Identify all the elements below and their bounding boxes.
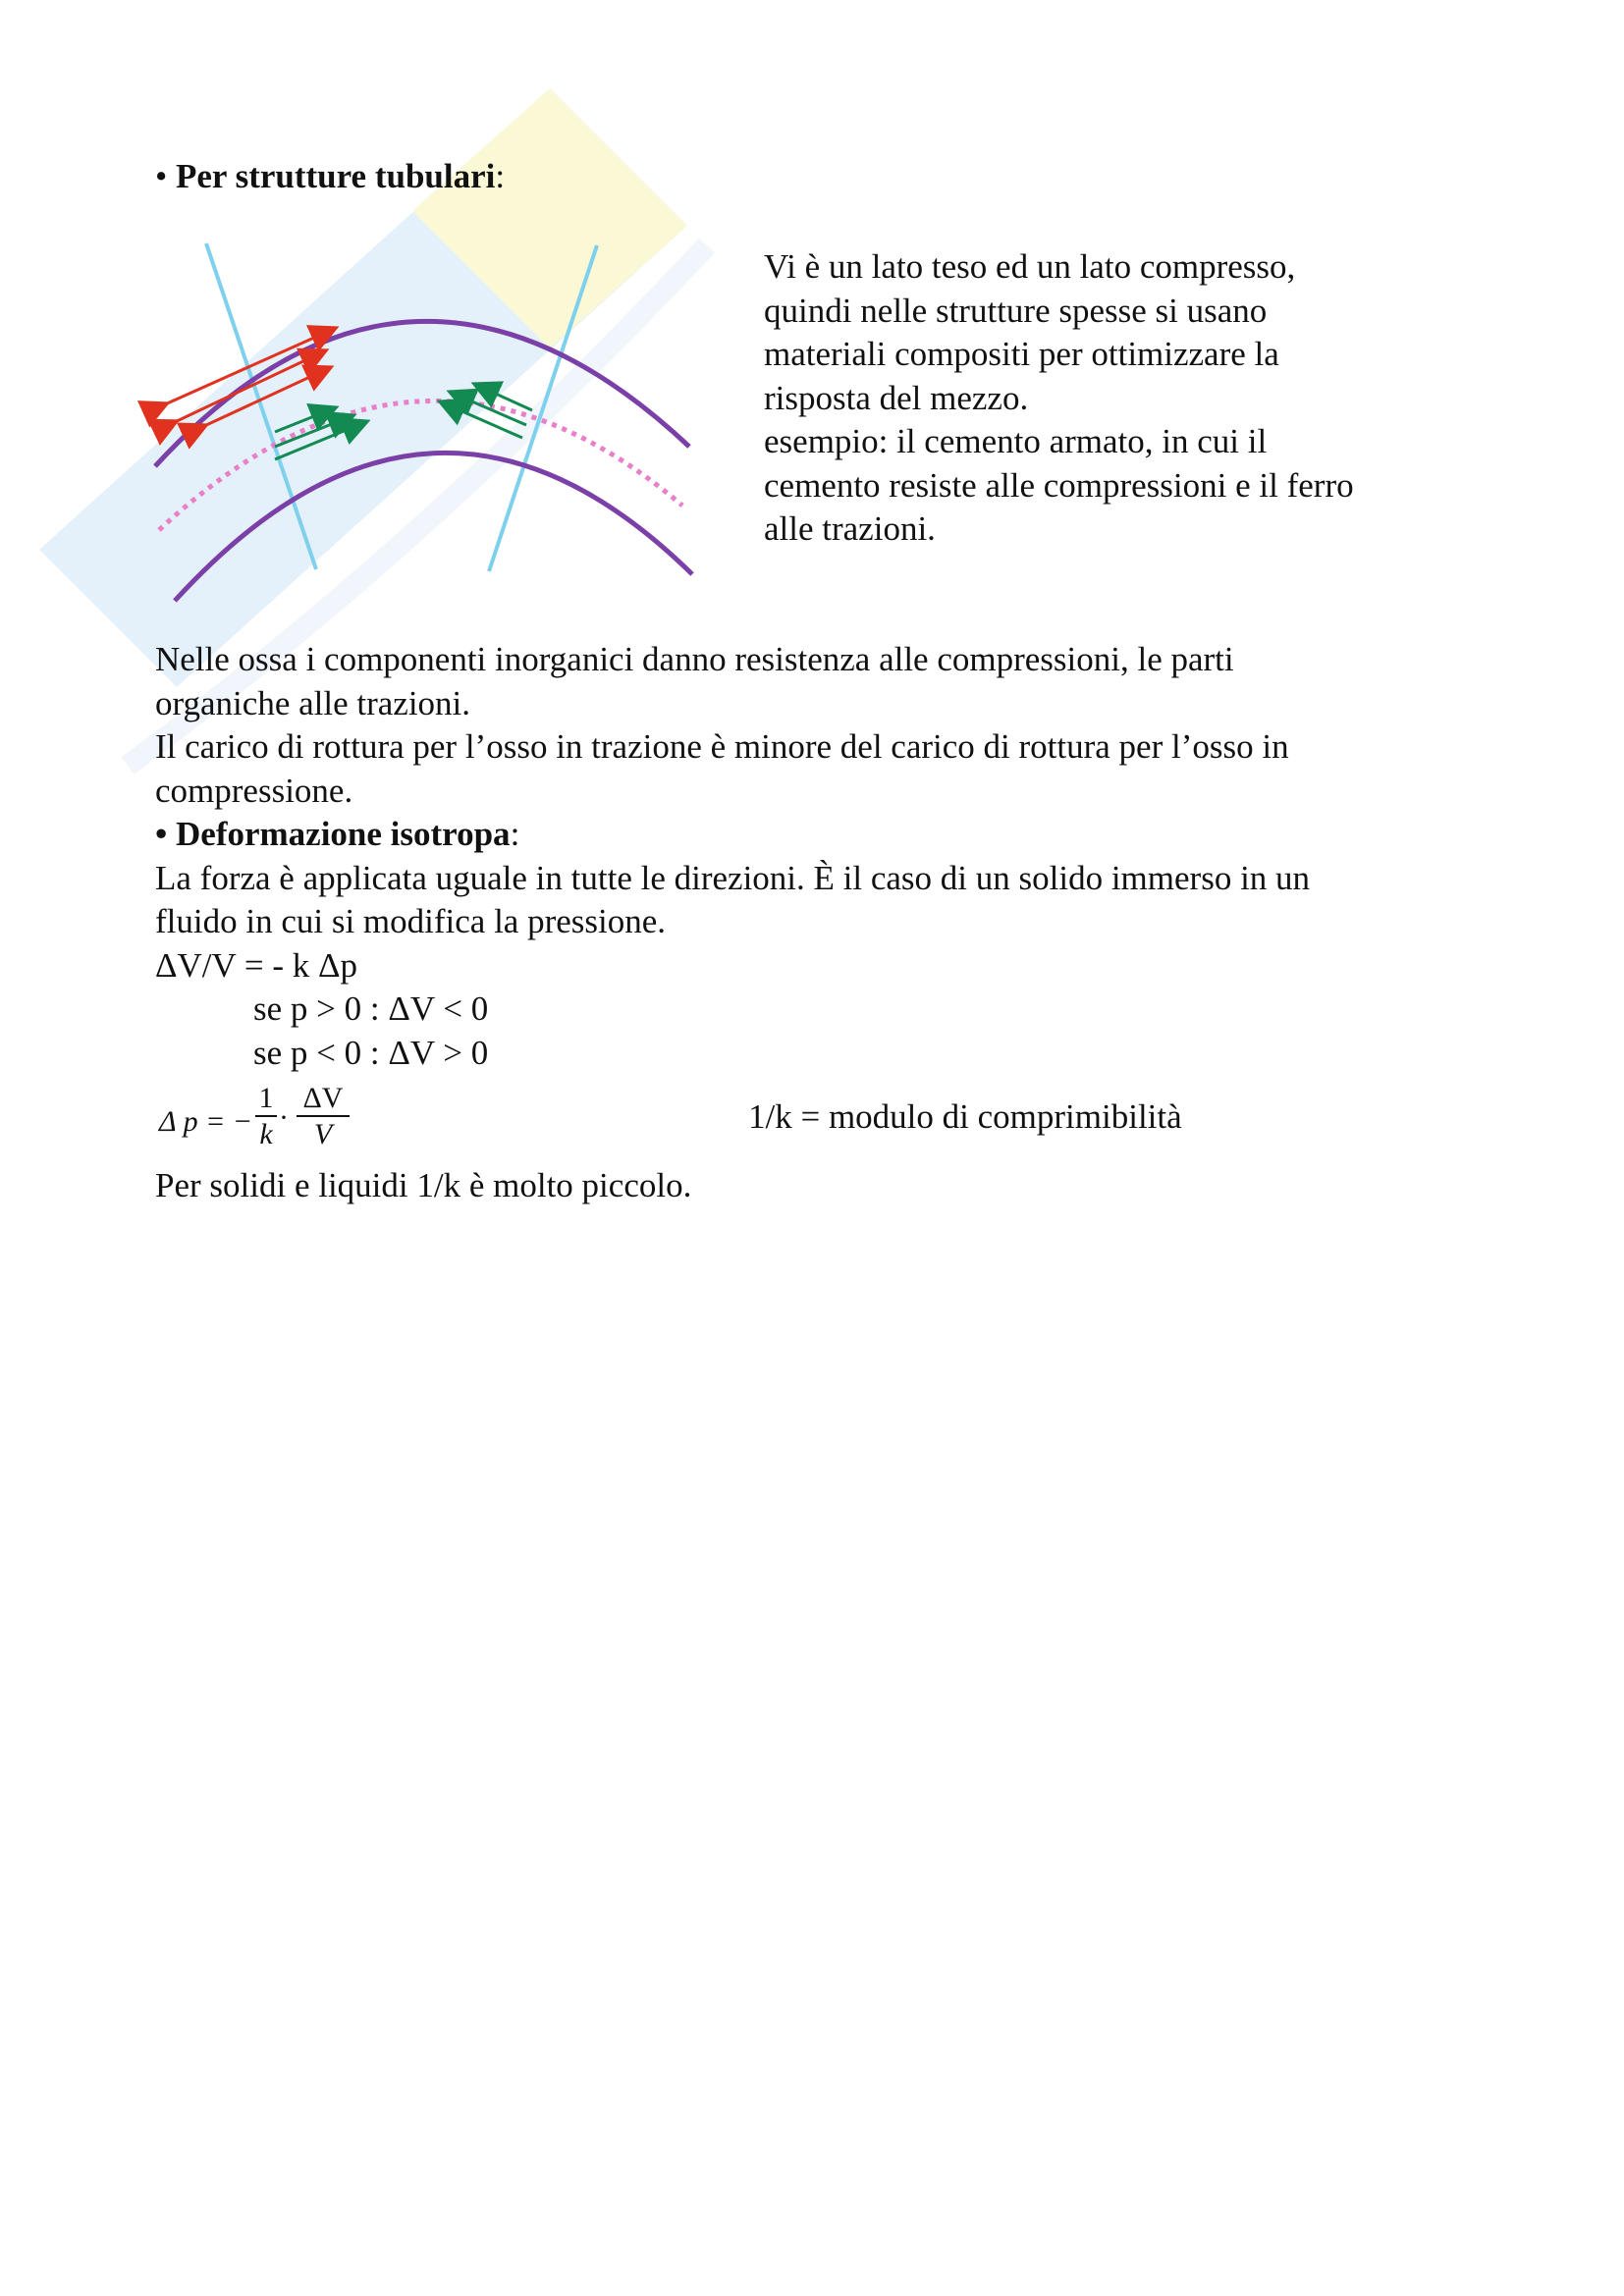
fraction-dv-over-v bbox=[297, 1082, 350, 1152]
tubular-structure-diagram bbox=[137, 226, 717, 618]
body-line: compressione. bbox=[155, 771, 353, 810]
compression-arrow bbox=[452, 393, 526, 425]
side-line: alle trazioni. bbox=[764, 509, 936, 548]
body-line: fluido in cui si modifica la pressione. bbox=[155, 902, 667, 940]
body-text bbox=[155, 638, 1310, 1075]
fraction-one-over-k bbox=[255, 1082, 277, 1152]
body-line: Il carico di rottura per l’osso in trazione è minore del carico di rottura per l’osso in bbox=[155, 727, 1289, 766]
heading-colon: : bbox=[510, 815, 520, 853]
fraction-numerator: 1 bbox=[258, 1082, 274, 1114]
fraction-denominator: k bbox=[259, 1118, 273, 1150]
heading-title: Per strutture tubulari bbox=[176, 157, 496, 195]
side-line: cemento resiste alle compressioni e il ferro bbox=[764, 465, 1354, 505]
inner-curve bbox=[175, 453, 692, 601]
heading-colon: : bbox=[495, 157, 506, 195]
side-line: materiali compositi per ottimizzare la bbox=[764, 335, 1279, 373]
compression-arrow bbox=[442, 402, 522, 438]
formula-lhs: Δ p = − bbox=[159, 1105, 253, 1138]
side-line: Vi è un lato teso ed un lato compresso, bbox=[764, 247, 1296, 286]
fraction-numerator: ΔV bbox=[302, 1082, 344, 1114]
case-line: se p > 0 : ΔV < 0 bbox=[253, 989, 489, 1028]
section-heading-tubular bbox=[155, 155, 505, 198]
side-line: esempio: il cemento armato, in cui il bbox=[764, 422, 1268, 460]
modulus-definition: 1/k = modulo di comprimibilità bbox=[748, 1097, 1182, 1136]
multiply-dot: · bbox=[279, 1101, 289, 1134]
body-line: La forza è applicata uguale in tutte le direzioni. È il caso di un solido immerso in un bbox=[155, 858, 1311, 897]
equation-line: ΔV/V = - k Δp bbox=[155, 945, 358, 985]
heading-title: Deformazione isotropa bbox=[176, 815, 511, 853]
side-explanation bbox=[764, 245, 1354, 552]
bullet: • bbox=[155, 157, 168, 195]
side-line: quindi nelle strutture spesse si usano bbox=[764, 291, 1268, 330]
side-line: risposta del mezzo. bbox=[764, 378, 1029, 417]
closing-line: Per solidi e liquidi 1/k è molto piccolo. bbox=[155, 1166, 692, 1204]
tension-arrow bbox=[165, 329, 334, 404]
neutral-axis-dotted bbox=[159, 400, 682, 530]
tension-arrow bbox=[175, 351, 324, 422]
body-line: organiche alle trazioni. bbox=[155, 683, 471, 722]
bulk-modulus-formula bbox=[157, 1080, 373, 1168]
fraction-denominator: V bbox=[313, 1118, 333, 1150]
body-line: Nelle ossa i componenti inorganici danno resistenza alle compressioni, le parti bbox=[155, 640, 1234, 678]
bullet: • bbox=[155, 815, 168, 853]
section-heading-isotropic bbox=[155, 813, 1310, 857]
case-line: se p < 0 : ΔV > 0 bbox=[253, 1033, 489, 1072]
